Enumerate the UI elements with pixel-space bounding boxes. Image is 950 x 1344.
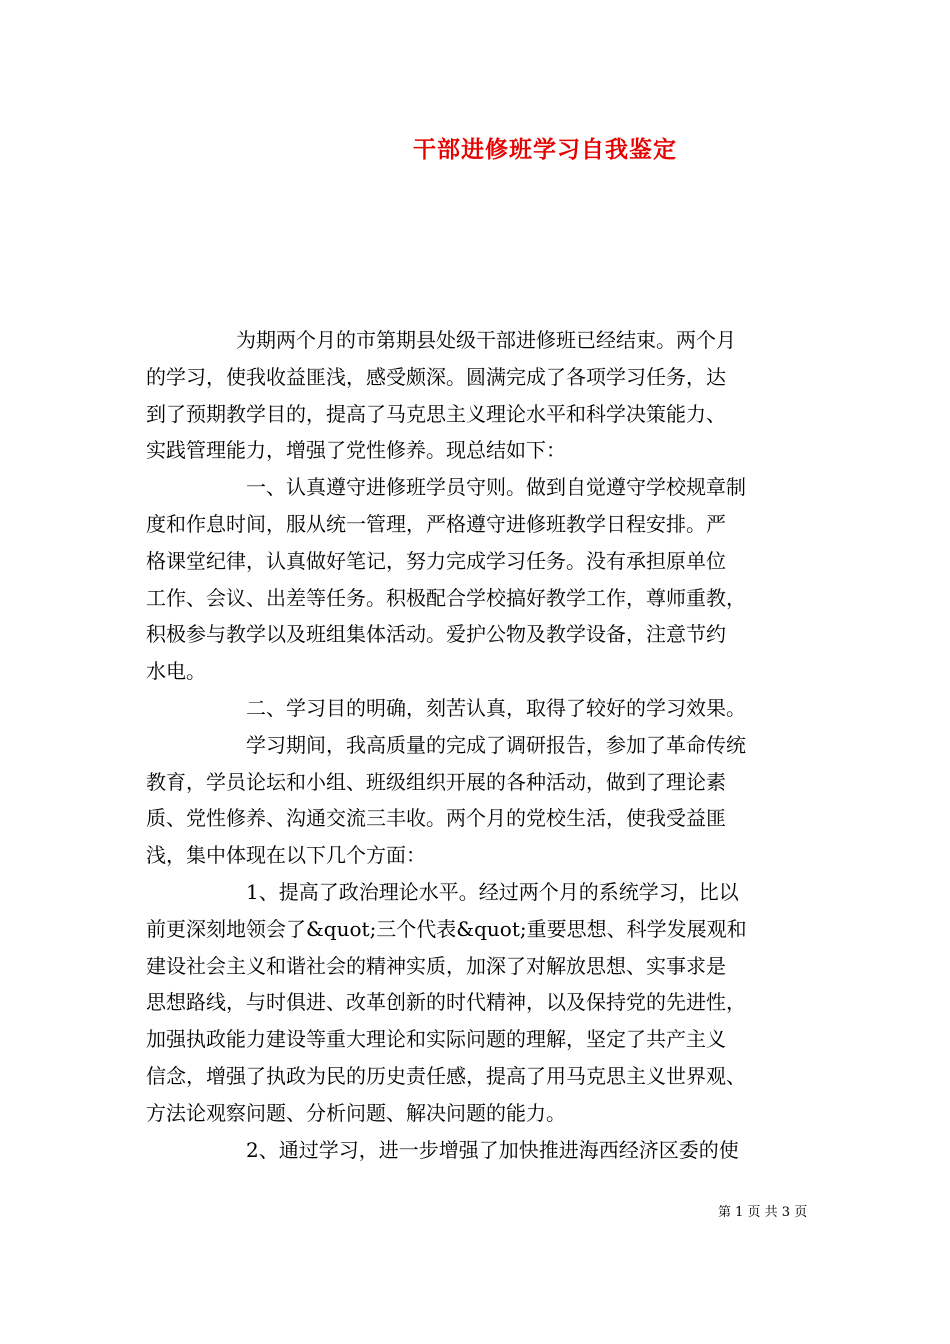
text-line: 1、提高了政治理论水平。经过两个月的系统学习，比以 (246, 879, 739, 904)
text-line: 质、党性修养、沟通交流三丰收。两个月的党校生活，使我受益匪 (146, 806, 726, 831)
text-line: 2、通过学习，进一步增强了加快推进海西经济区委的使 (246, 1137, 739, 1162)
document-body (146, 322, 836, 1168)
text-line: 为期两个月的市第期县处级干部进修班已经结束。两个月 (236, 328, 736, 352)
text-line: 积极参与教学以及班组集体活动。爱护公物及教学设备，注意节约 (146, 622, 726, 647)
text-line: 学习期间，我高质量的完成了调研报告，参加了革命传统 (246, 732, 746, 757)
text-line: 的学习，使我收益匪浅，感受颇深。圆满完成了各项学习任务，达 (146, 364, 726, 389)
text-line: 教育，学员论坛和小组、班级组织开展的各种活动，做到了理论素 (146, 769, 726, 794)
text-line: 二、学习目的明确，刻苦认真，取得了较好的学习效果。 (246, 695, 746, 720)
text-line: 方法论观察问题、分析问题、解决问题的能力。 (146, 1100, 566, 1125)
document-title: 干部进修班学习自我鉴定 (413, 136, 677, 163)
text-line: 建设社会主义和谐社会的精神实质，加深了对解放思想、实事求是 (146, 953, 726, 978)
text-line: 浅，集中体现在以下几个方面： (146, 843, 426, 868)
text-line: 到了预期教学目的，提高了马克思主义理论水平和科学决策能力、 (146, 401, 726, 426)
text-line: 实践管理能力，增强了党性修养。现总结如下： (146, 438, 566, 463)
text-line: 水电。 (146, 659, 206, 684)
text-line: 前更深刻地领会了&quot;三个代表&quot;重要思想、科学发展观和 (146, 916, 747, 941)
text-line: 信念，增强了执政为民的历史责任感，提高了用马克思主义世界观、 (146, 1063, 746, 1088)
text-line: 思想路线，与时俱进、改革创新的时代精神，以及保持党的先进性， (146, 990, 746, 1015)
text-line: 工作、会议、出差等任务。积极配合学校搞好教学工作，尊师重教， (146, 585, 746, 610)
text-line: 加强执政能力建设等重大理论和实际问题的理解，坚定了共产主义 (146, 1027, 726, 1052)
page-number: 第 1 页 共 3 页 (718, 1205, 808, 1220)
text-line: 格课堂纪律，认真做好笔记，努力完成学习任务。没有承担原单位 (146, 548, 726, 573)
text-line: 度和作息时间，服从统一管理，严格遵守进修班教学日程安排。严 (146, 511, 726, 536)
text-line: 一、认真遵守进修班学员守则。做到自觉遵守学校规章制 (246, 475, 746, 500)
